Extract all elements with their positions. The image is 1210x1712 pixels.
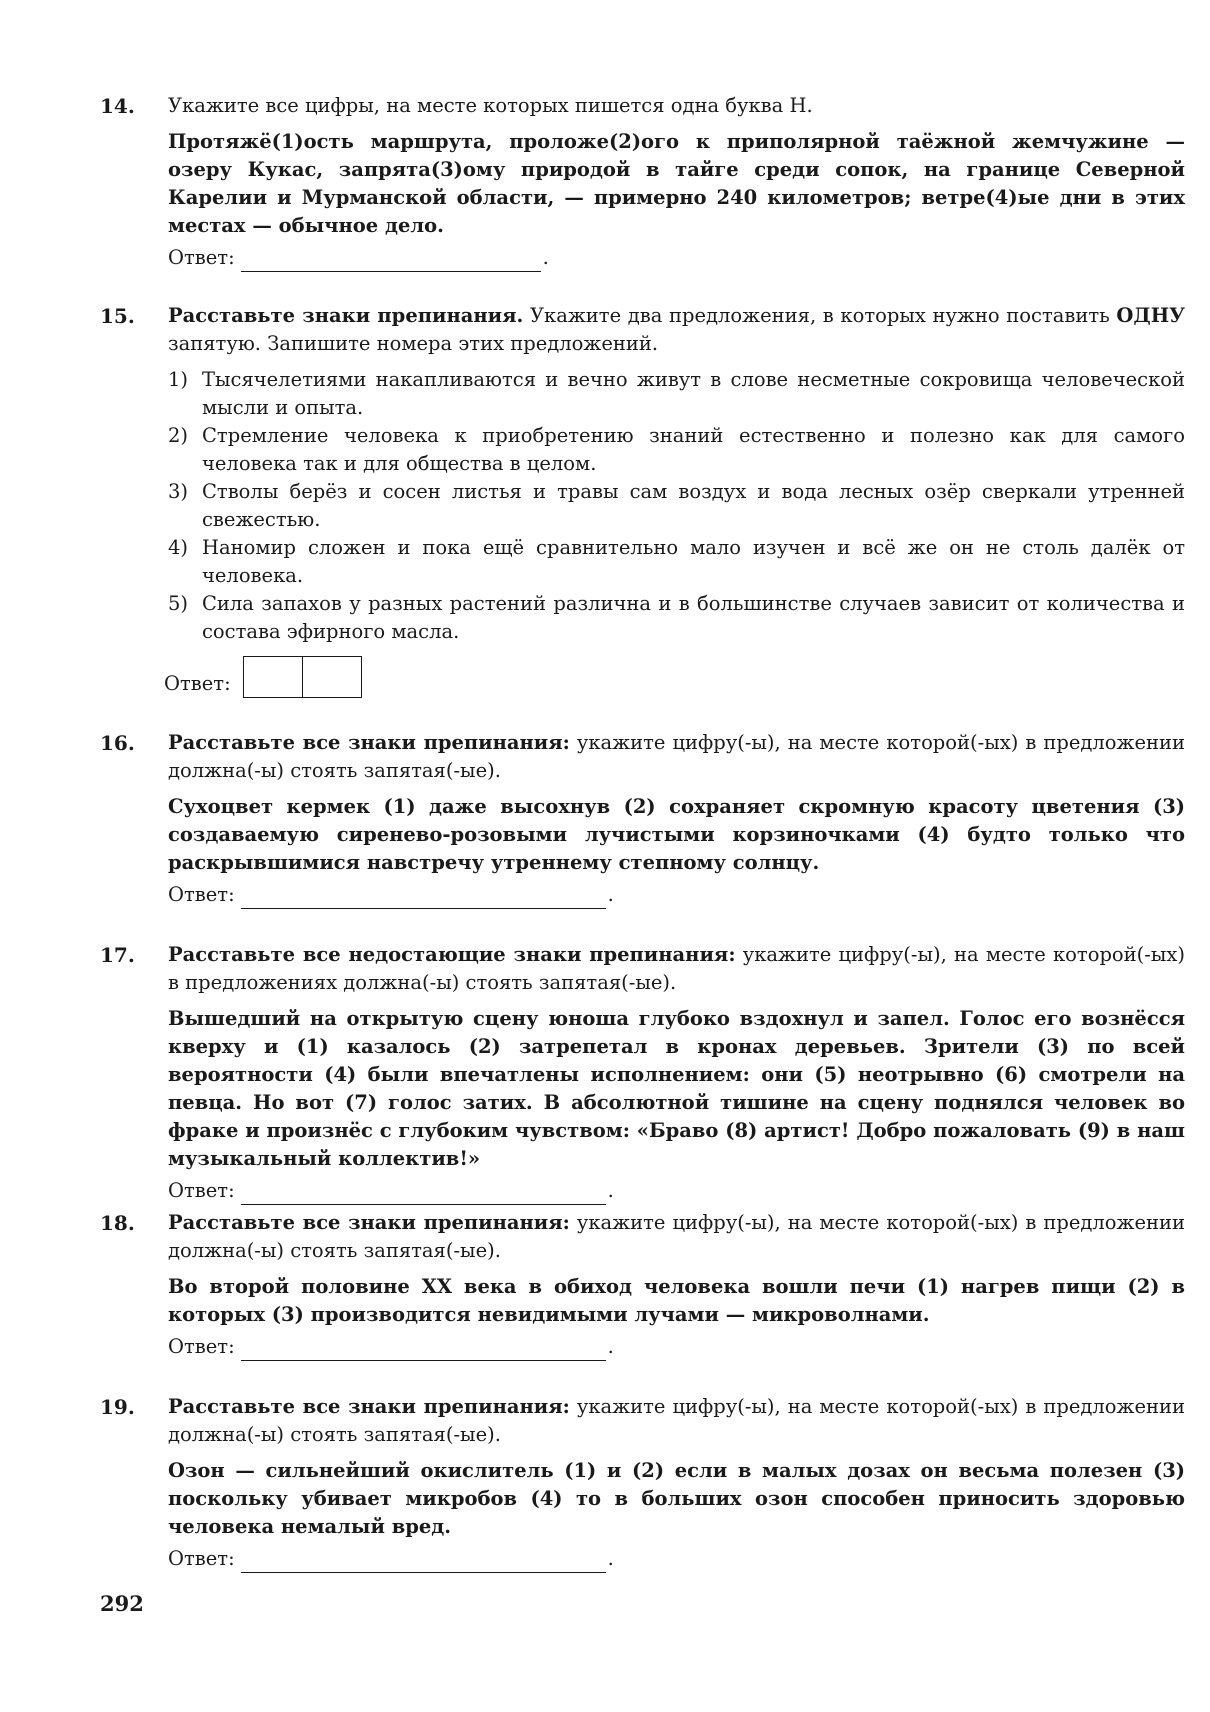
task-number: 19. — [100, 1395, 135, 1419]
task-sentence: Во второй половине XX века в обиход человека вошли печи (1) нагрев пищи (2) в которых (3) производится невидимыми лучами — микроволнами. — [168, 1275, 1185, 1326]
page-number: 292 — [100, 1591, 144, 1616]
task-17 — [100, 941, 1185, 1205]
task-question: Расставьте все знаки препинания: укажите цифру(-ы), на месте которой(-ых) в предложении должна(-ы) стоять запятая(-ые). — [168, 1395, 1185, 1446]
answer-row: Ответ: . — [168, 1177, 1185, 1205]
answer-row: Ответ: . — [168, 1333, 1185, 1361]
task-number: 16. — [100, 731, 135, 755]
task-number: 14. — [100, 94, 135, 118]
task-18 — [100, 1209, 1185, 1361]
answer-input[interactable] — [241, 886, 606, 909]
list-item: 2) Стремление человека к приобретению знаний естественно и полезно как для самого человека так и для общества в целом. — [168, 424, 1185, 475]
task-question: Расставьте знаки препинания. Укажите два предложения, в которых нужно поставить ОДНУ запятую. Запишите номера этих предложений. — [168, 304, 1185, 355]
answer-label: Ответ: — [164, 672, 231, 695]
task-question: Расставьте все знаки препинания: укажите цифру(-ы), на месте которой(-ых) в предложении должна(-ы) стоять запятая(-ые). — [168, 731, 1185, 782]
options-list — [168, 366, 1185, 646]
task-question: Расставьте все знаки препинания: укажите цифру(-ы), на месте которой(-ых) в предложении должна(-ы) стоять запятая(-ые). — [168, 1211, 1185, 1262]
task-number: 15. — [100, 304, 135, 328]
answer-box-2[interactable] — [303, 656, 362, 698]
answer-input[interactable] — [241, 249, 541, 272]
answer-row: Ответ: . — [168, 244, 1185, 272]
task-sentence: Озон — сильнейший окислитель (1) и (2) если в малых дозах он весьма полезен (3) поскольку убивает микробов (4) то в больших озон способен приносить здоровью человека немалый вред. — [168, 1459, 1185, 1538]
answer-label: Ответ: — [168, 1547, 235, 1570]
task-sentence: Вышедший на открытую сцену юноша глубоко вздохнул и запел. Голос его вознёсся кверху и (1) казалось (2) затрепетал в кронах деревьев. Зрители (3) по всей вероятности (4) были впечатлены исполнением: они (5) неотрывно (6) смотрели на певца. Но вот (7) голос затих. В абсолютной тишине на сцену поднялся человек во фраке и произнёс с глубоким чувством: «Браво (8) артист! Добро пожаловать (9) в наш музыкальный коллектив!» — [168, 1007, 1185, 1170]
answer-label: Ответ: — [168, 1335, 235, 1358]
task-number: 18. — [100, 1211, 135, 1235]
task-sentence: Сухоцвет кермек (1) даже высохнув (2) сохраняет скромную красоту цветения (3) создаваемую сиренево-розовыми лучистыми корзиночками (4) будто только что раскрывшимися навстречу утреннему степному солнцу. — [168, 795, 1185, 874]
task-16 — [100, 729, 1185, 909]
answer-label: Ответ: — [168, 246, 235, 269]
answer-label: Ответ: — [168, 883, 235, 906]
answer-row — [164, 656, 1185, 698]
task-19 — [100, 1393, 1185, 1573]
answer-box-1[interactable] — [243, 656, 303, 698]
answer-row: Ответ: . — [168, 1545, 1185, 1573]
answer-input[interactable] — [241, 1182, 606, 1205]
task-14 — [100, 92, 1185, 272]
answer-label: Ответ: — [168, 1179, 235, 1202]
task-question: Укажите все цифры, на месте которых пишется одна буква Н. — [168, 94, 813, 117]
list-item: 3) Стволы берёз и сосен листья и травы сам воздух и вода лесных озёр сверкали утренней свежестью. — [168, 480, 1185, 531]
answer-input[interactable] — [241, 1550, 606, 1573]
task-question: Расставьте все недостающие знаки препинания: укажите цифру(-ы), на месте которой(-ых) в предложениях должна(-ы) стоять запятая(-ые). — [168, 943, 1185, 994]
answer-boxes — [243, 656, 362, 698]
task-sentence: Протяжё(1)ость маршрута, проложе(2)ого к приполярной таёжной жемчужине — озеру Кукас, запрята(3)ому природой в тайге среди сопок, на границе Северной Карелии и Мурманской области, — примерно 240 километров; ветре(4)ые дни в этих местах — обычное дело. — [168, 130, 1185, 237]
task-15 — [100, 302, 1185, 698]
list-item: 1) Тысячелетиями накапливаются и вечно живут в слове несметные сокровища человеческой мысли и опыта. — [168, 368, 1185, 419]
answer-row: Ответ: . — [168, 881, 1185, 909]
list-item: 5) Сила запахов у разных растений различна и в большинстве случаев зависит от количества и состава эфирного масла. — [168, 592, 1185, 643]
list-item: 4) Наномир сложен и пока ещё сравнительно мало изучен и всё же он не столь далёк от человека. — [168, 536, 1185, 587]
task-number: 17. — [100, 943, 135, 967]
answer-input[interactable] — [241, 1338, 606, 1361]
